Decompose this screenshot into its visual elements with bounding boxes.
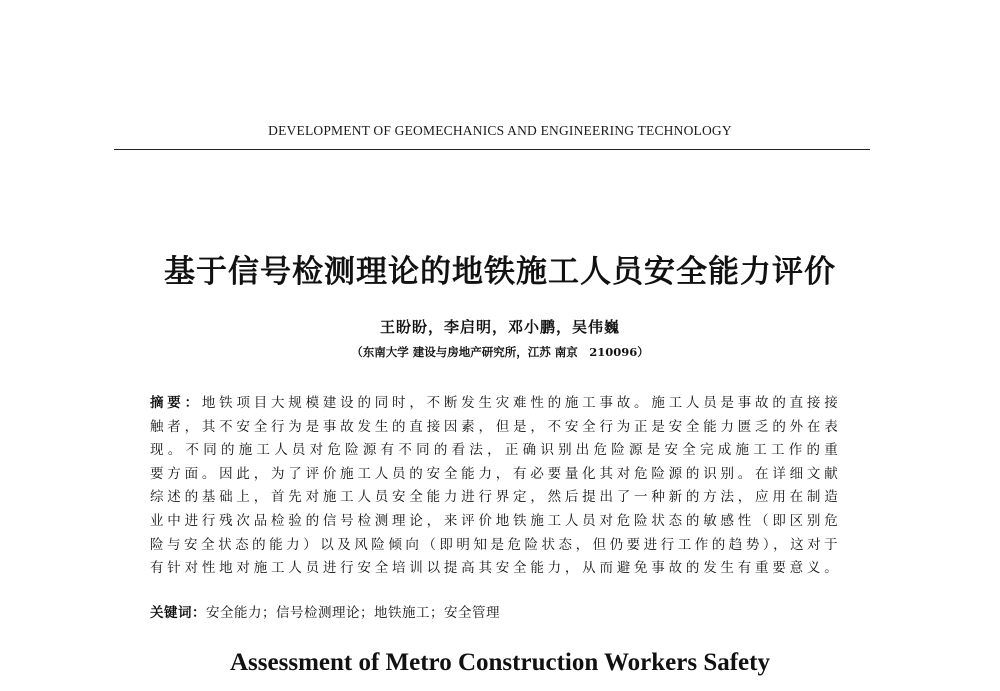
header-rule bbox=[114, 149, 870, 150]
abstract-text: 地铁项目大规模建设的同时，不断发生灾难性的施工事故。施工人员是事故的直接接 bbox=[201, 395, 838, 411]
abstract-line: 综述的基础上，首先对施工人员安全能力进行界定，然后提出了一种新的方法，应用在制造 bbox=[150, 489, 838, 506]
abstract-line: 业中进行残次品检验的信号检测理论，来评价地铁施工人员对危险状态的敏感性（即区别危 bbox=[150, 512, 838, 529]
affiliation: （东南大学 建设与房地产研究所，江苏 南京 210096） bbox=[351, 345, 649, 359]
keywords-label: 关键词： bbox=[150, 605, 206, 621]
keywords-text: 安全能力；信号检测理论；地铁施工；安全管理 bbox=[206, 605, 500, 621]
abstract-line: 险与安全状态的能力）以及风险倾向（即明知是危险状态，但仍要进行工作的趋势），这对于 bbox=[150, 536, 838, 553]
abstract-line bbox=[150, 392, 838, 416]
abstract-line: 触者，其不安全行为是事故发生的直接因素，但是，不安全行为正是安全能力匮乏的外在表 bbox=[150, 418, 838, 435]
abstract-label: 摘要： bbox=[150, 395, 202, 411]
running-header: DEVELOPMENT OF GEOMECHANICS AND ENGINEERING TECHNOLOGY bbox=[268, 123, 732, 138]
abstract-line: 现。不同的施工人员对危险源有不同的看法，正确识别出危险源是安全完成施工工作的重 bbox=[150, 442, 838, 459]
paper-title-en: Assessment of Metro Construction Workers Safety bbox=[230, 649, 770, 676]
authors: 王盼盼，李启明，邓小鹏，吴伟巍 bbox=[379, 318, 620, 336]
abstract bbox=[150, 392, 838, 581]
abstract-line: 要方面。因此，为了评价施工人员的安全能力，有必要量化其对危险源的识别。在详细文献 bbox=[150, 465, 838, 482]
keywords bbox=[150, 601, 500, 621]
paper-title-cn: 基于信号检测理论的地铁施工人员安全能力评价 bbox=[164, 254, 836, 290]
abstract-line: 有针对性地对施工人员进行安全培训以提高其安全能力，从而避免事故的发生有重要意义。 bbox=[150, 560, 838, 577]
